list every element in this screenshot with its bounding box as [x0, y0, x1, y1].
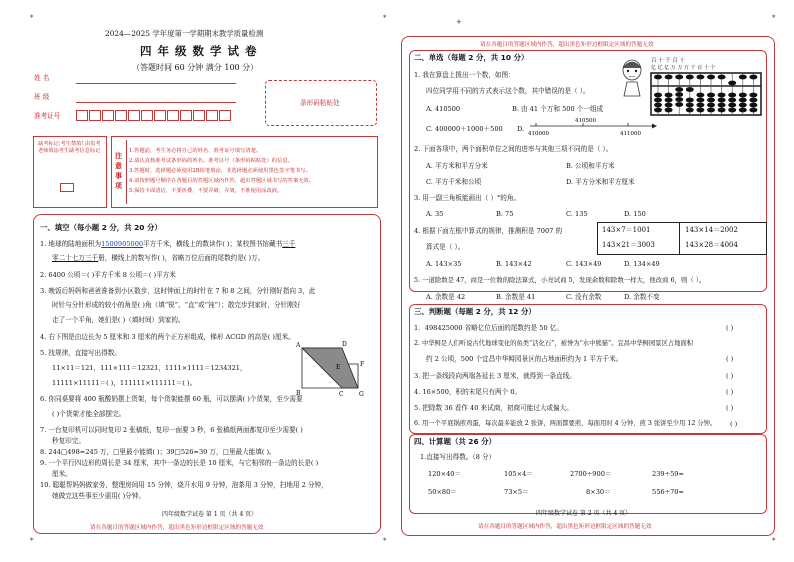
abacus-lower-bead [665, 93, 673, 98]
abacus-lower-bead [718, 98, 726, 103]
calc-6: 73×5＝ [504, 488, 529, 496]
name-label: 姓 名 [34, 74, 50, 82]
mc2-opt-b[interactable]: B. 公顷和平方米 [566, 162, 615, 170]
calc-5: 50×80＝ [428, 488, 457, 496]
abacus-lower-bead [696, 98, 704, 103]
q5-line2: 11111×11111＝( )，111111×111111＝( )。 [52, 379, 197, 387]
mc4-opt-b[interactable]: B. 143×42 [496, 260, 532, 268]
calc-1: 120×40＝ [428, 470, 462, 478]
trapezoid-figure [290, 336, 380, 398]
abacus-lower-bead [749, 93, 757, 98]
numline-label-end: 411000 [620, 131, 641, 137]
exam-no-digit-box[interactable] [115, 110, 127, 121]
mc1-line2: 四位同学用不同的方式表示这个数，其中错误的是（ ）。 [426, 87, 590, 95]
abacus-lower-bead [707, 103, 715, 108]
corner-mark: + [456, 18, 462, 26]
abacus-upper-bead [749, 75, 757, 80]
mc3-opt-d[interactable]: D. 150 [624, 210, 646, 218]
abacus-upper-bead [654, 75, 662, 80]
judge-1-answer[interactable]: ( ) [726, 324, 734, 332]
mc4-opt-a[interactable]: A. 143×35 [426, 260, 462, 268]
page2-note: 请在各题目的答题区域内作答，超出黑色矩形边框限定区域的答题无效 [478, 524, 652, 530]
abacus-lower-bead [675, 97, 683, 102]
absent-box [33, 136, 107, 208]
mc4-line1: 4. 根据下面左框中算式的规律，推测积是 7007 的 [414, 227, 563, 235]
calc-3: 2700÷900＝ [570, 470, 612, 478]
class-field[interactable] [76, 102, 236, 103]
page1-note: 请在各题目的答题区域内作答，超出黑色矩形边框限定区域的答题无效 [90, 525, 264, 531]
abacus-lower-bead [728, 98, 736, 103]
mc5: 5. 一道除数是 47，商是一位数的除法算式，小亮试商 5，发现余数和除数一样大，他改商 6，则（ ）。 [414, 276, 706, 284]
q6-line1: 6. 你同桌要将 400 瓶酸奶摆上货架，每个货架能摆 60 瓶，可以摆满( )个货架，至少需要 [40, 395, 303, 403]
mc5-opt-b[interactable]: B. 余数是 41 [496, 293, 536, 301]
judge-4: 4. 16×500，积的末尾只有两个 0。 [414, 388, 522, 396]
exam-no-digit-box[interactable] [193, 110, 205, 121]
pattern-3: 143×21＝3003 [602, 241, 655, 249]
q3-line3: 走了一个平角，她们是( )（填时间）到家的。 [52, 316, 185, 324]
abacus-lower-bead [728, 108, 736, 113]
q10-line1: 10. 聪聪帮妈妈做家务，整理房间用 15 分钟，烧开水用 9 分钟，泡茶用 3 分钟，扫地用 2 分钟， [40, 481, 328, 489]
abacus-lower-bead [707, 108, 715, 113]
abacus-lower-bead [749, 103, 757, 108]
abacus-lower-bead [749, 98, 757, 103]
abacus-lower-bead [686, 98, 694, 103]
exam-no-digit-box[interactable] [206, 110, 218, 121]
q1-line2: 零二十七万三千册，横线上的数写作( )，省略万位后面的尾数约是( )万。 [52, 254, 265, 262]
abacus-lower-bead [665, 98, 673, 103]
label-g: G [359, 391, 364, 398]
label-a: A [296, 342, 301, 349]
q1-line1: 1. 地球的陆地面积为1500905000平方千米，横线上的数读作( )；某校图书馆藏书三千 [40, 240, 296, 248]
abacus-lower-bead [749, 108, 757, 113]
notice-line: 1.答题前，考生务必将自己的姓名、准考证号填写清楚。 [129, 148, 262, 154]
abacus-upper-bead [686, 75, 694, 80]
exam-no-digit-box[interactable] [102, 110, 114, 121]
abacus-lower-bead [728, 103, 736, 108]
notice-line: 4.请按照题号顺序在各题目的答题区域内作答，超出答题区域书写的答案无效。 [129, 178, 315, 184]
q6-line2: ( )个货架才能全部摆完。 [52, 410, 126, 418]
q3-line2: 时针与分针形成的较小的角是( )角（填“锐”、“直”或“钝”）；散完步到家时，分针刚好 [52, 301, 301, 309]
barcode-area [265, 80, 377, 126]
absent-text: 缺考标记:考生禁填! 由监考老师填涂考生缺考信息标记 [38, 141, 101, 154]
q9-line1: 9. 一个平行四边形的周长是 34 厘米，其中一条边的长是 10 厘米，与它相邻的一条边的长是( ) [40, 459, 319, 467]
pattern-1: 143×7＝1001 [602, 226, 651, 234]
exam-no-digit-box[interactable] [167, 110, 179, 121]
q7-line2: 秒复印完。 [52, 437, 85, 445]
abacus-lower-bead [707, 98, 715, 103]
mc5-opt-a[interactable]: A. 余数是 42 [426, 293, 466, 301]
numline-label-mid: 410500 [575, 118, 596, 124]
abacus-upper-bead [675, 75, 683, 80]
label-c: C [339, 391, 344, 398]
abacus [650, 72, 762, 116]
mc1-opt-b[interactable]: B. 由 41 个万和 500 个一组成 [512, 105, 604, 113]
q8: 8. 244□498≈245 万，□里最小能填( )；39□526≈39 万，□里最大能填( )。 [40, 448, 276, 456]
corner-mark: * [383, 14, 387, 22]
label-d: D [342, 341, 347, 348]
judge-3: 3. 把一条线段向两端各延长 3 厘米，就得到一条直线。 [414, 372, 576, 380]
mc2-opt-d[interactable]: D. 平方分米和平方厘米 [566, 178, 635, 186]
judge-2-answer[interactable]: ( ) [726, 355, 734, 363]
abacus-lower-bead [728, 93, 736, 98]
class-label: 班 级 [34, 93, 50, 101]
judge-4-answer[interactable]: ( ) [726, 388, 734, 396]
abacus-lower-bead [665, 103, 673, 108]
abacus-lower-bead [654, 93, 662, 98]
judge-2-line1: 2. 中华鲟是人们听说古代地球变化的鱼类“活化石”，被誉为“水中熊猫”。宜昌中华鲟园景区占地面积 [414, 340, 694, 347]
q3-line1: 3. 晚饭后妈妈和爸爸准备到小区散步，这时钟面上的时针在 7 和 8 之间，分针刚好指向 3，此 [40, 287, 316, 295]
judge-5: 5. 把除数 36 看作 40 来试商，初商可能过大或偏大。 [414, 404, 573, 412]
abacus-lower-bead [739, 98, 747, 103]
mc3-opt-c[interactable]: C. 135 [566, 210, 588, 218]
corner-mark: * [30, 537, 34, 545]
q5-line1: 11×11＝121，111×111＝12321，1111×1111＝1234321， [52, 364, 247, 372]
abacus-lower-bead [696, 103, 704, 108]
abacus-lower-bead [707, 93, 715, 98]
abacus-top-labels: 百 十 千 百 十 [651, 58, 685, 64]
judge-2-line2: 约 2 公顷，500 个宜昌中华鲟园景区的占地面积约为 1 平方千米。 [426, 355, 623, 363]
corner-mark: * [383, 537, 387, 545]
mc4-line2: 算式是（ ）。 [426, 243, 465, 251]
abacus-lower-bead [718, 103, 726, 108]
exam-year-line: 2024—2025 学年度第一学期期末教学质量检测 [105, 29, 264, 38]
section3-heading: 三、判断题（每题 2 分，共 12 分） [414, 307, 536, 316]
label-b: B [296, 390, 301, 397]
abacus-lower-bead [654, 108, 662, 113]
corner-mark: * [30, 14, 34, 22]
abacus-upper-bead [707, 75, 715, 80]
mc3: 3. 用一副三角板能画出（ ）°的角。 [414, 194, 521, 202]
exam-no-digit-box[interactable] [180, 110, 192, 121]
mc4-opt-d[interactable]: D. 134×49 [624, 260, 660, 268]
abacus-upper-bead [696, 75, 704, 80]
q4: 4. 右下图是由边长为 5 厘米和 3 厘米的两个正方形组成，梯形 ACGD 的高是( )厘米。 [40, 333, 295, 341]
label-f: F [360, 361, 365, 368]
abacus-lower-bead [686, 103, 694, 108]
calc-intro: 1.直接写出得数。（8 分） [420, 453, 496, 461]
page2-footer: 四年级数学试卷 第 2 页（共 4 页） [536, 510, 632, 517]
abacus-lower-bead [696, 93, 704, 98]
abacus-lower-bead [739, 108, 747, 113]
section2-heading: 二、单选（每题 2 分，共 10 分） [414, 53, 529, 62]
pattern-2: 143×14＝2002 [685, 226, 738, 234]
calc-8: 556÷70≈ [652, 488, 685, 496]
mc5-opt-d[interactable]: D. 余数不变 [624, 293, 660, 301]
judge-6-answer[interactable]: ( ) [730, 420, 738, 428]
section1-heading: 一、填空（每小题 2 分，共 20 分） [40, 223, 162, 232]
mc1-opt-c[interactable]: C. 400000＋1000＋500 [426, 125, 503, 133]
abacus-lower-bead [718, 93, 726, 98]
section4-heading: 四、计算题（共 26 分） [414, 437, 496, 446]
abacus-upper-bead [665, 75, 673, 80]
pattern-4: 143×28＝4004 [685, 241, 738, 249]
numline-label-start: 410000 [528, 131, 549, 137]
exam-no-digit-box[interactable] [128, 110, 140, 121]
judge-3-answer[interactable]: ( ) [726, 372, 734, 380]
q5: 5. 找规律，直接写出得数。 [40, 349, 121, 357]
abacus-lower-bead [718, 108, 726, 113]
exam-no-digit-box[interactable] [76, 110, 88, 121]
number-line-arrow [652, 124, 657, 129]
abacus-lower-bead [686, 87, 694, 92]
mc3-opt-a[interactable]: A. 35 [426, 210, 444, 218]
abacus-lower-bead [675, 92, 683, 97]
absent-mark-box[interactable] [60, 183, 74, 192]
mc1-opt-a[interactable]: A. 410500 [426, 105, 461, 113]
exam-no-digit-box[interactable] [89, 110, 101, 121]
notice-line: 2.请认真核准考试条形码的姓名、准考证号（条形码粘贴处）的信息。 [129, 158, 293, 164]
number-line [528, 116, 658, 138]
label-e: E [336, 364, 341, 371]
q2: 2. 6400 公顷＝( )平方千米 8 公顷＝( )平方米 [40, 271, 176, 279]
notice-label: 注意事项 [115, 151, 122, 190]
corner-mark: * [772, 14, 776, 22]
abacus-lower-bead [739, 103, 747, 108]
judge-1: 1．498425000 省略亿位后面的尾数约是 50 亿。 [414, 324, 563, 332]
calc-2: 105×4＝ [504, 470, 533, 478]
calc-4: 239÷59≈ [652, 470, 685, 478]
abacus-lower-bead [675, 87, 683, 92]
exam-meta: （答题时间 60 分钟 满分 100 分） [132, 63, 259, 72]
abacus-upper-bead [728, 81, 736, 86]
exam-no-digit-box[interactable] [141, 110, 153, 121]
exam-no-digit-box[interactable] [154, 110, 166, 121]
page1-footer: 四年级数学试卷 第 1 页（共 4 页） [162, 511, 258, 518]
calc-7: 8×30＝ [586, 488, 611, 496]
notice-line: 3.答题时，选择题必须使用2B铅笔填涂，非选择题必须使用黑色签字笔书写。 [129, 168, 311, 174]
abacus-lower-bead [686, 108, 694, 113]
notice-divider [126, 140, 127, 204]
abacus-upper-bead [739, 75, 747, 80]
notice-line: 5.保持卡面清洁，不要折叠、不要弄破、弄皱，不准使用涂改液。 [129, 188, 283, 194]
mc2-opt-c[interactable]: C. 平方千米和公顷 [426, 178, 482, 186]
abacus-upper-bead [718, 75, 726, 80]
q7-line1: 7. 一台复印机可以同时复印 2 张稿纸，复印一面要 3 秒，6 张稿纸两面都复印至少需要( ) [40, 426, 303, 434]
q9-line2: 厘米。 [52, 470, 72, 478]
shaded-trapezoid [302, 348, 358, 388]
page2-top-note: 请在各题目的答题区域内作答，超出黑色矩形边框限定区域的答题无效 [480, 42, 654, 48]
abacus-lower-bead [654, 103, 662, 108]
abacus-lower-bead [654, 98, 662, 103]
mc5-opt-c[interactable]: C. 没有余数 [566, 293, 602, 301]
abacus-lower-bead [739, 93, 747, 98]
notice-box [111, 136, 378, 208]
judge-5-answer[interactable]: ( ) [726, 404, 734, 412]
abacus-lower-bead [675, 102, 683, 107]
q10-line2: 她做完这些事至少需用( )分钟。 [52, 492, 145, 500]
exam-no-digit-box[interactable] [219, 110, 231, 121]
mc1-line1: 1. 我在算盘上拨出一个数，如图： [414, 71, 515, 79]
mc4-opt-c[interactable]: C. 143×49 [566, 260, 602, 268]
exam-no-label: 准考证号 [34, 112, 61, 120]
abacus-lower-bead [696, 108, 704, 113]
mc2: 2. 下面各项中，两个面积单位之间的进率与其他三项不同的是（ ）。 [414, 145, 613, 153]
judge-6: 6. 用一个平底锅煎鸡蛋，每次最多能放 2 张饼，两面都要煎，每面用时 4 分钟，煎 3 张饼至少用 12 分钟。 [414, 420, 717, 427]
mc1-opt-d[interactable]: D. [517, 125, 525, 133]
name-field[interactable] [76, 83, 236, 84]
mc2-opt-a[interactable]: A. 平方米和平方分米 [426, 162, 488, 170]
page-title: 四 年 级 数 学 试 卷 [140, 44, 258, 58]
corner-mark: * [772, 537, 776, 545]
barcode-label: 条形码粘贴处 [300, 99, 340, 107]
mc3-opt-b[interactable]: B. 75 [496, 210, 514, 218]
pattern-box [597, 222, 767, 255]
abacus-lower-bead [665, 108, 673, 113]
abacus-place-labels: 亿 亿 亿 万 万 万 千 百 十 个 [651, 65, 716, 71]
girl-illustration [618, 58, 646, 98]
